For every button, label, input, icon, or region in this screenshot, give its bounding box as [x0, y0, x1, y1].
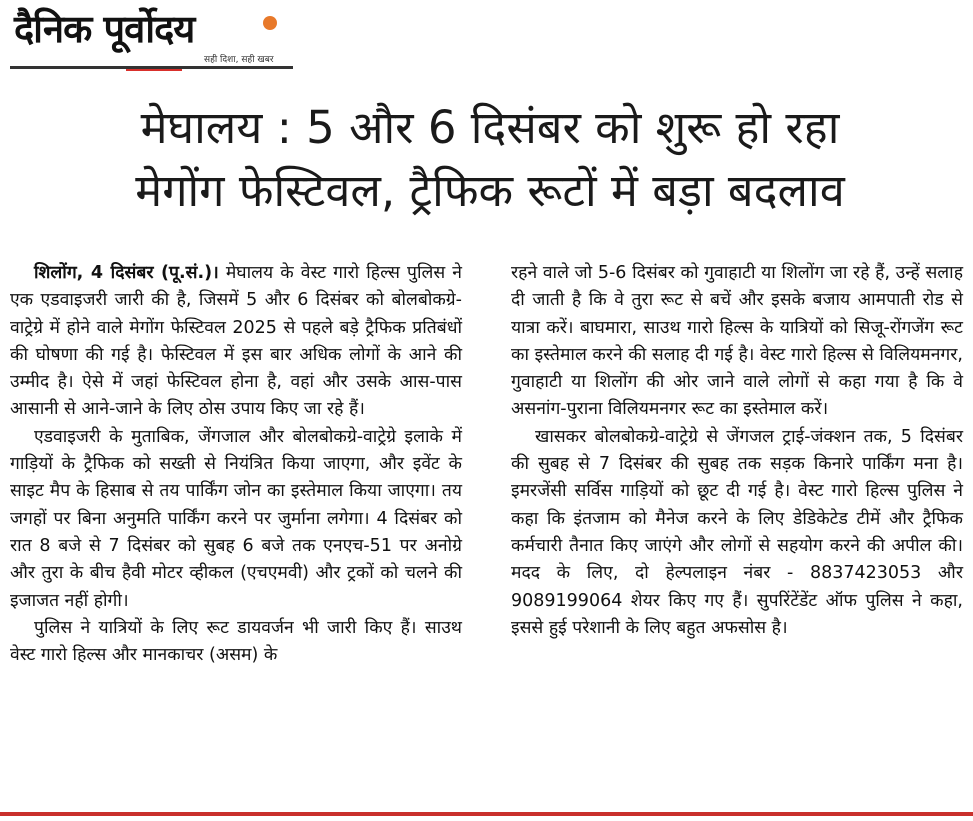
headline-line-2: मेगोंग फेस्टिवल, ट्रैफिक रूटों में बड़ा बदलाव — [135, 164, 845, 217]
article-paragraph: एडवाइजरी के मुताबिक, जेंगजाल और बोलबोकग्रे-वाट्रेग्रे इलाके में गाड़ियों के ट्रैफिक को सख्ती से नियंत्रित किया जाएगा, और इवेंट के साइट मैप के हिसाब से तय पार्किंग जोन का इस्तेमाल किया जाएगा। तय जगहों पर बिना अनुमति पार्किंग करने पर जुर्माना लगेगा। 4 दिसंबर को रात 8 बजे से 7 दिसंबर को सुबह 6 बजे तक एनएच-51 पर अनोग्रे और तुरा के बीच हैवी मोटर व्हीकल (एचएमवी) और ट्रकों को चलने की इजाजत नहीं होगी। — [10, 426, 462, 611]
article-column-right — [511, 260, 963, 642]
article-paragraph: पुलिस ने यात्रियों के लिए रूट डायवर्जन भी जारी किए हैं। साउथ वेस्ट गारो हिल्स और मानकाचर (असम) के — [10, 617, 462, 666]
article-headline — [40, 96, 940, 222]
masthead-accent-rule — [126, 69, 182, 71]
article-paragraph: रहने वाले जो 5-6 दिसंबर को गुवाहाटी या शिलोंग जा रहे हैं, उन्हें सलाह दी जाती है कि वे तुरा रूट से बचें और इसके बजाय आमपाती रोड से यात्रा करें। बाघमारा, साउथ गारो हिल्स के यात्रियों को सिजू-रोंगजेंग रूट का इस्तेमाल करने की सलाह दी गई है। वेस्ट गारो हिल्स से विलियमनगर, गुवाहाटी या शिलोंग की ओर जाने वाले लोगों से कहा गया है कि वे असनांग-पुराना विलियमनगर रूट का इस्तेमाल करें। — [511, 263, 963, 420]
paragraph-text: मेघालय के वेस्ट गारो हिल्स पुलिस ने एक एडवाइजरी जारी की है, जिसमें 5 और 6 दिसंबर को बोलबोकग्रे-वाट्रेग्रे में होने वाले मेगोंग फेस्टिवल 2025 से पहले बड़े ट्रैफिक प्रतिबंधों की घोषणा की गई है। फेस्टिवल में इस बार अधिक लोगों के आने की उम्मीद है। ऐसे में जहां फेस्टिवल होना है, वहां और उसके आस-पास आसानी से आने-जाने के लिए ठोस उपाय किए जा रहे हैं। — [10, 263, 462, 420]
masthead — [8, 4, 293, 72]
article-paragraph: खासकर बोलबोकग्रे-वाट्रेग्रे से जेंगजल ट्राई-जंक्शन तक, 5 दिसंबर की सुबह से 7 दिसंबर की सुबह तक सड़क किनारे पार्किंग मना है। इमरजेंसी सर्विस गाड़ियों को छूट दी गई है। वेस्ट गारो हिल्स पुलिस ने कहा कि इंतजाम को मैनेज करने के लिए डेडिकेटेड टीमें और ट्रैफिक कर्मचारी तैनात किए जाएंगे और लोगों से सहयोग करने की अपील की। मदद के लिए, दो हेल्पलाइन नंबर - 8837423053 और 9089199064 शेयर किए गए हैं। सुपरिंटेंडेंट ऑफ पुलिस ने कहा, इससे हुई परेशानी के लिए बहुत अफसोस है। — [511, 426, 963, 638]
article-paragraph — [10, 260, 462, 424]
article-column-left — [10, 260, 462, 669]
logo-tagline: सही दिशा, सही खबर — [204, 55, 274, 65]
headline-line-1: मेघालय : 5 और 6 दिसंबर को शुरू हो रहा — [140, 101, 840, 154]
dateline: शिलोंग, 4 दिसंबर (पू.सं.)। — [34, 263, 219, 283]
bottom-rule — [0, 812, 973, 816]
logo-dot-icon — [263, 16, 277, 30]
newspaper-logo: दैनिक पूर्वोदय — [14, 7, 195, 51]
